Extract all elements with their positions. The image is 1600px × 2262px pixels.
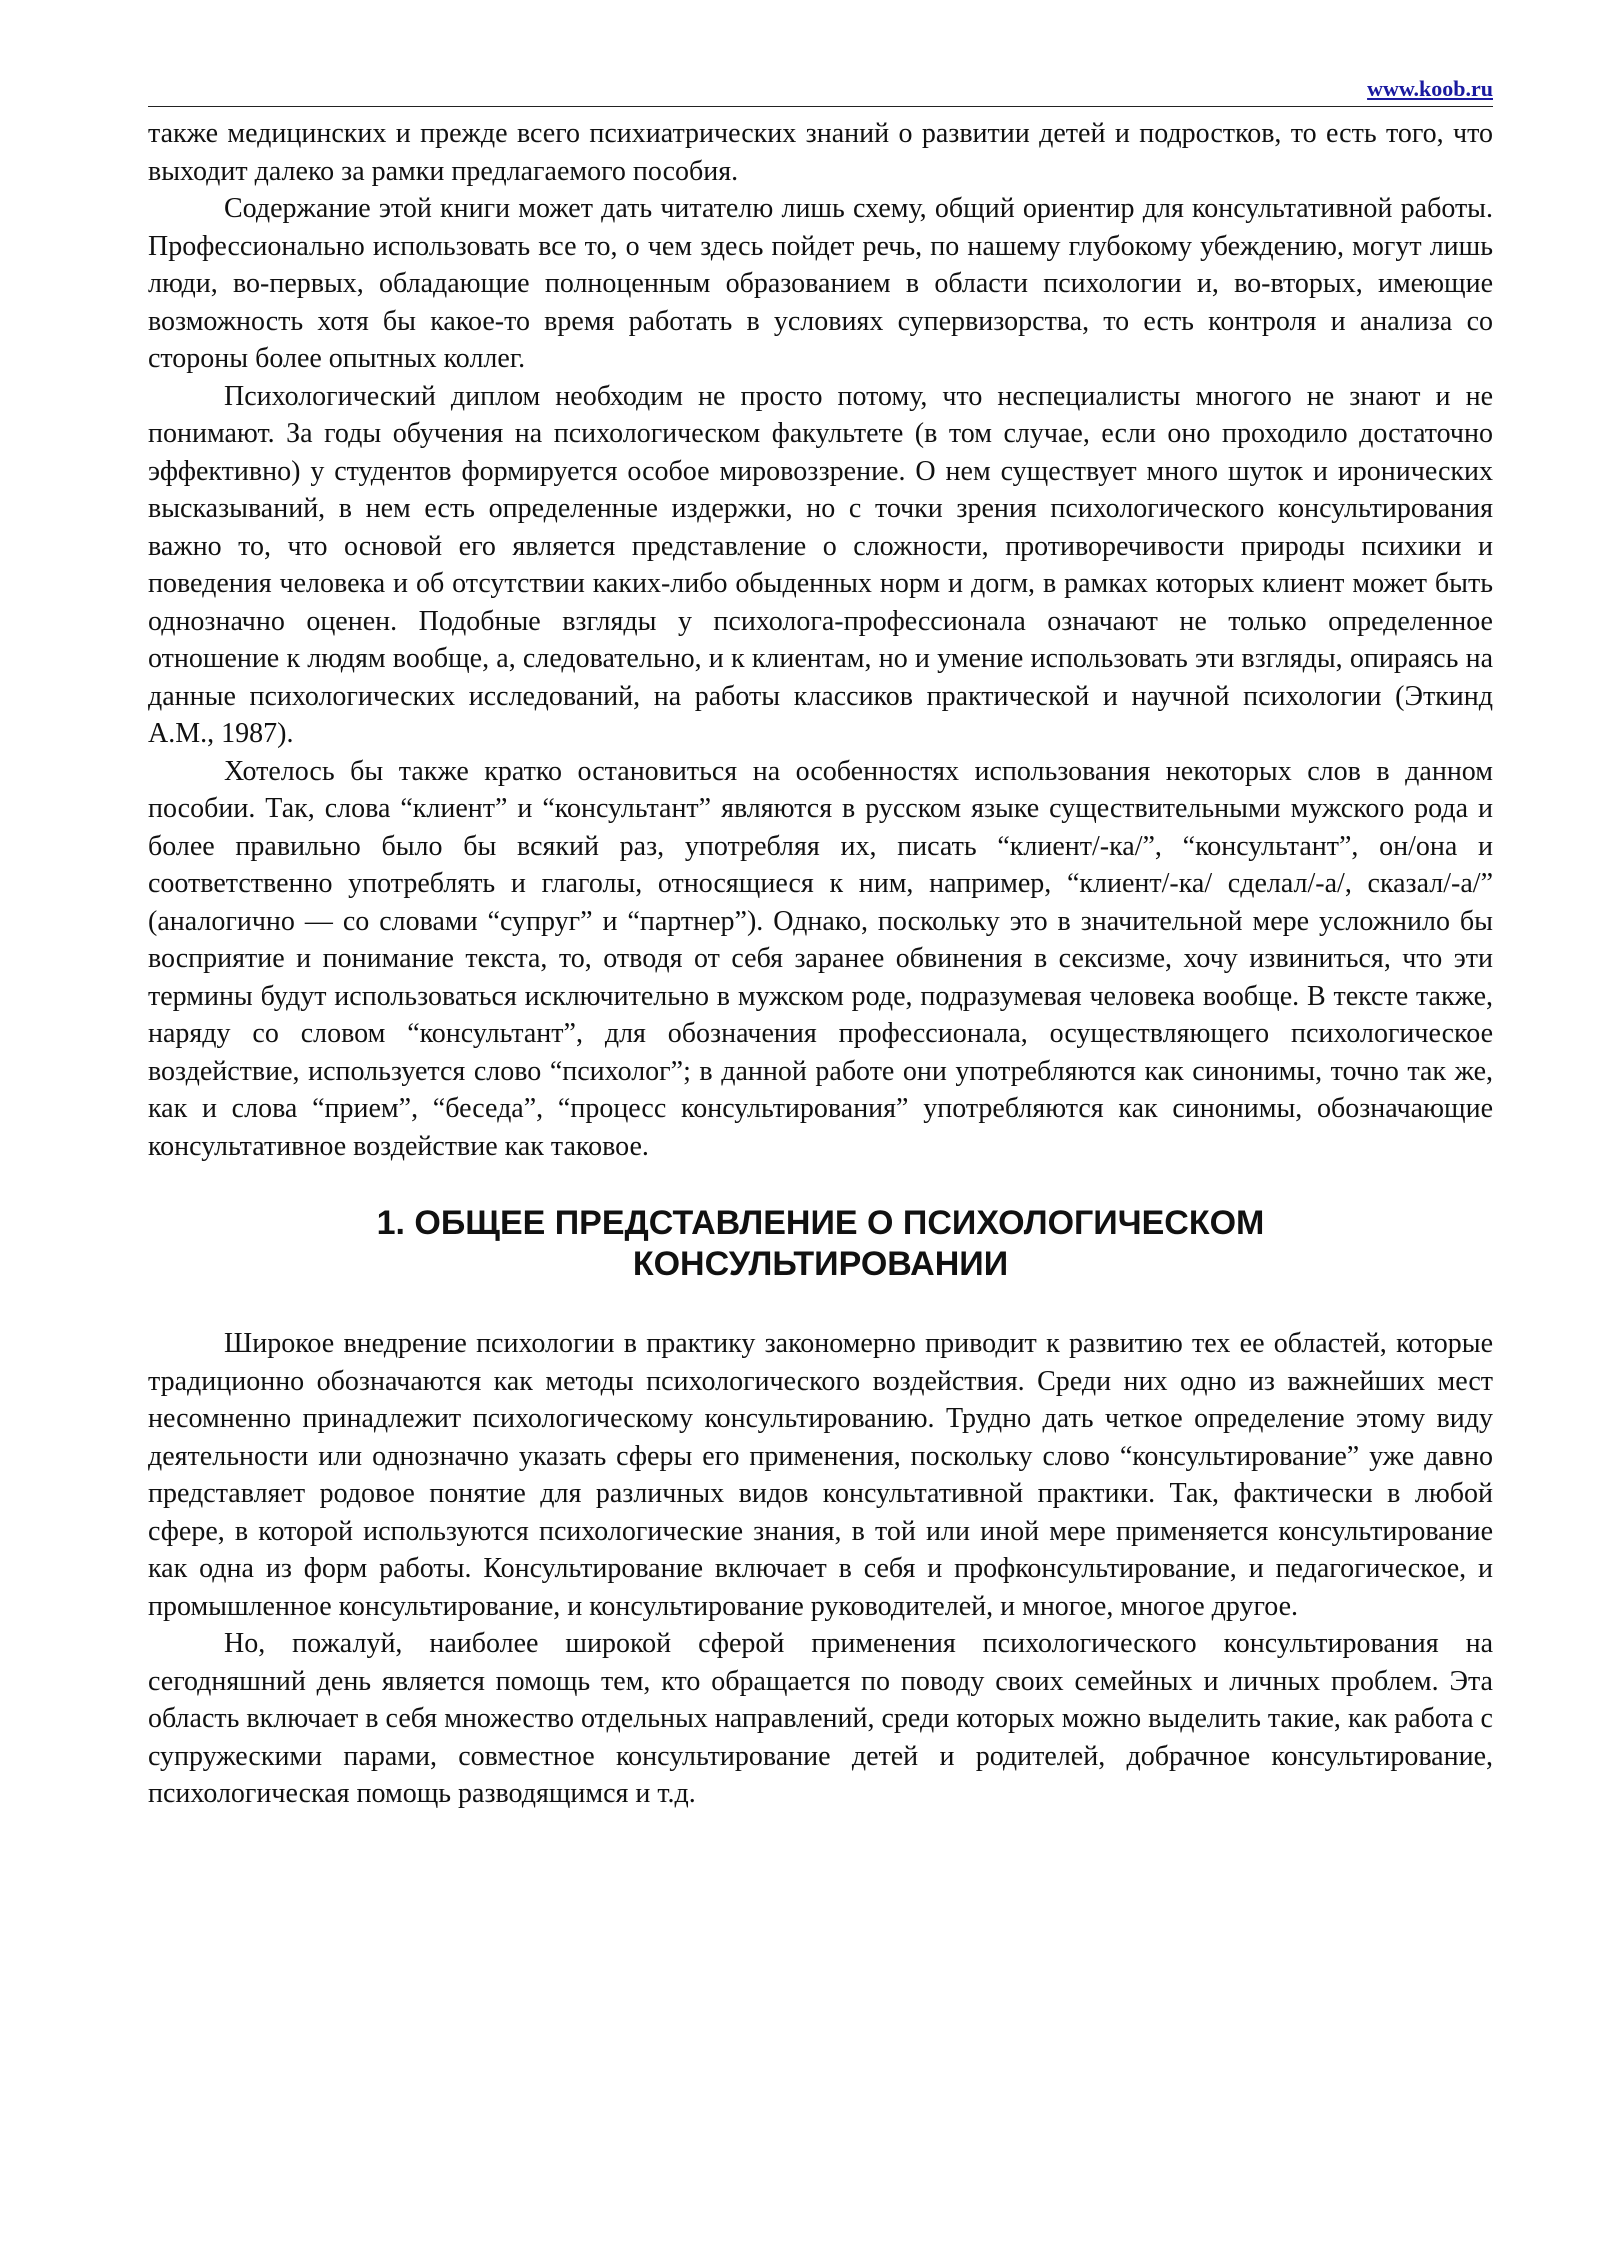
document-body (148, 115, 1493, 1165)
section-heading (148, 1203, 1493, 1285)
paragraph: Содержание этой книги может дать читателю лишь схему, общий ориентир для консультативной работы. Профессионально использовать все то, о чем здесь пойдет речь, по нашему глубокому убеждению, могут лишь люди, во-первых, обладающие полноценным образованием в области психологии и, во-вторых, имеющие возможность хотя бы какое-то время работать в условиях супервизорства, то есть контроля и анализа со стороны более опытных коллег. (148, 193, 1493, 374)
section-heading-line-1: 1. ОБЩЕЕ ПРЕДСТАВЛЕНИЕ О ПСИХОЛОГИЧЕСКОМ (376, 1204, 1265, 1242)
document-page (148, 0, 1493, 1813)
site-link[interactable]: www.koob.ru (1367, 76, 1493, 101)
paragraph: Широкое внедрение психологии в практику закономерно приводит к развитию тех ее областей, которые традиционно обозначаются как методы психологического воздействия. Среди них одно из важнейших мест несомненно принадлежит психологическому консультированию. Трудно дать четкое определение этому виду деятельности или однозначно указать сферы его применения, поскольку слово “консультирование” уже давно представляет родовое понятие для различных видов консультативной практики. Так, фактически в любой сфере, в которой используются психологические знания, в той или иной мере применяется консультирование как одна из форм работы. Консультирование включает в себя и профконсультирование, и педагогическое, и промышленное консультирование, и консультирование руководителей, и многое, многое другое. (148, 1328, 1493, 1622)
paragraph: также медицинских и прежде всего психиатрических знаний о развитии детей и подростков, то есть того, что выходит далеко за рамки предлагаемого пособия. (148, 118, 1493, 187)
section-heading-line-2: КОНСУЛЬТИРОВАНИИ (632, 1245, 1009, 1283)
page-header (148, 0, 1493, 107)
paragraph: Хотелось бы также кратко остановиться на особенностях использования некоторых слов в данном пособии. Так, слова “клиент” и “консультант” являются в русском языке существительными мужского рода и более правильно было бы всякий раз, употребляя их, писать “клиент/-ка/”, “консультант”, он/она и соответственно употреблять и глаголы, относящиеся к ним, например, “клиент/-ка/ сделал/-а/, сказал/-а/” (аналогично — со словами “супруг” и “партнер”). Однако, поскольку это в значительной мере усложнило бы восприятие и понимание текста, то, отводя от себя заранее обвинения в сексизме, хочу извиниться, что эти термины будут использоваться исключительно в мужском роде, подразумевая человека вообще. В тексте также, наряду со словом “консультант”, для обозначения профессионала, осуществляющего психологическое воздействие, используется слово “психолог”; в данной работе они употребляются как синонимы, точно так же, как и слова “прием”, “беседа”, “процесс консультирования” употребляются как синонимы, обозначающие консультативное воздействие как таковое. (148, 755, 1493, 1162)
paragraph: Но, пожалуй, наиболее широкой сферой применения психологического консультирования на сегодняшний день является помощь тем, кто обращается по поводу своих семейных и личных проблем. Эта область включает в себя множество отдельных направлений, среди которых можно выделить такие, как работа с супружескими парами, совместное консультирование детей и родителей, добрачное консультирование, психологическая помощь разводящимся и т.д. (148, 1628, 1493, 1809)
paragraph: Психологический диплом необходим не просто потому, что неспециалисты многого не знают и не понимают. За годы обучения на психологическом факультете (в том случае, если оно проходило достаточно эффективно) у студентов формируется особое мировоззрение. О нем существует много шуток и иронических высказываний, в нем есть определенные издержки, но с точки зрения психологического консультирования важно то, что основой его является представление о сложности, противоречивости природы психики и поведения человека и об отсутствии каких-либо обыденных норм и догм, в рамках которых клиент может быть однозначно оценен. Подобные взгляды у психолога-профессионала означают не только определенное отношение к людям вообще, а, следовательно, и к клиентам, но и умение использовать эти взгляды, опираясь на данные психологических исследований, на работы классиков практической и научной психологии (Эткинд А.М., 1987). (148, 380, 1493, 749)
section-body (148, 1325, 1493, 1813)
